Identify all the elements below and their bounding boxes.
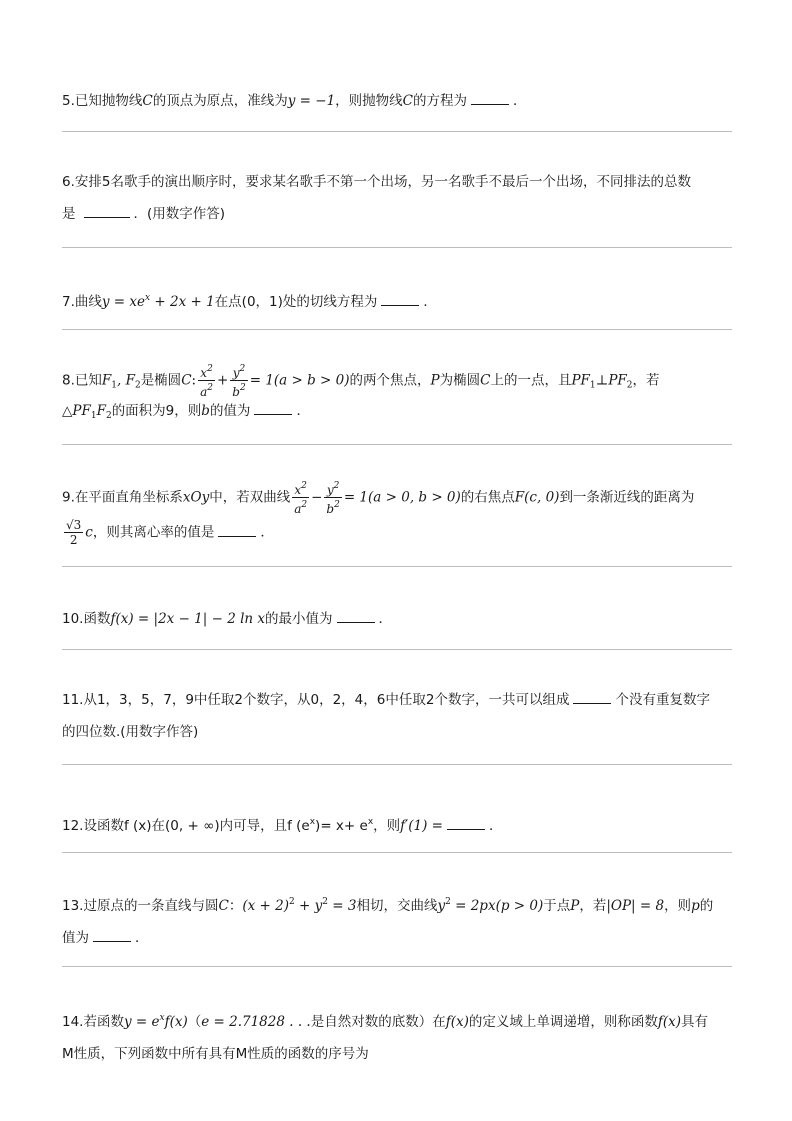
question-6: 6.安排5名歌手的演出顺序时，要求某名歌手不第一个出场，另一名歌手不最后一个出场，不同排法的总数 是 ．(用数字作答): [62, 174, 691, 222]
answer-blank[interactable]: [254, 401, 292, 415]
divider: [62, 852, 732, 853]
question-8: 8.已知$F_1$, $F_2$是椭圆C: $\frac{x^2}{a^2}$ + $\frac{y^2}{b^2}$ = 1(a > b > 0)的两个焦点，P为椭圆C上的一点，且$PF_1\perp PF_2$，若 $\triangle PF_1F_2$的面积为9，则b的值为 ．: [62, 364, 660, 421]
answer-blank[interactable]: [447, 816, 485, 830]
question-5: 5.已知抛物线C的顶点为原点，准线为y = −1，则抛物线C的方程为 ．: [62, 93, 527, 109]
answer-blank[interactable]: [381, 292, 419, 306]
divider: [62, 444, 732, 445]
fraction: $\frac{x^2}{a^2}$: [294, 481, 308, 516]
question-13: 13.过原点的一条直线与圆C：$(x + 2)^2 + y^2 = 3$相切，交曲线$y^2 = 2px(p > 0)$于点P，若|OP| = 8，则p的 值为 ．: [62, 897, 714, 946]
answer-blank[interactable]: [84, 204, 130, 218]
divider: [62, 966, 732, 967]
question-14: 14.若函数$y = e^xf(x)(e = 2.71828$ . . .是自然对数的底数）在f(x)的定义域上单调递增，则称函数f(x)具有 M性质，下列函数中所有具有M性质的函数的序号为: [62, 1013, 709, 1062]
answer-blank[interactable]: [573, 690, 611, 704]
question-11: 11.从1，3，5，7，9中任取2个数字，从0，2，4，6中任取2个数字，一共可以组成 个没有重复数字 的四位数.(用数字作答): [62, 692, 710, 740]
answer-blank[interactable]: [337, 609, 375, 623]
fraction: $\frac{y^2}{b^2}$: [232, 364, 246, 399]
divider: [62, 649, 732, 650]
fraction: $\frac{x^2}{a^2}$: [200, 364, 213, 399]
divider: [62, 247, 732, 248]
fraction: $\frac{√3}{2}$: [66, 518, 82, 547]
question-7: 7.曲线$y = xe^x + 2x + 1$在点(0，1)处的切线方程为 ．: [62, 293, 437, 310]
divider: [62, 764, 732, 765]
fraction: $\frac{y^2}{b^2}$: [326, 481, 340, 516]
answer-blank[interactable]: [93, 928, 131, 942]
divider: [62, 131, 732, 132]
divider: [62, 566, 732, 567]
answer-blank[interactable]: [218, 523, 256, 537]
answer-blank[interactable]: [471, 91, 509, 105]
question-12: 12.设函数f (x)在(0, + ∞)内可导，且f $(e^x)= x+ e^x$，则f′(1) = ．: [62, 817, 503, 834]
divider: [62, 329, 732, 330]
question-9: 9.在平面直角坐标系xOy中，若双曲线 $\frac{x^2}{a^2}$ − $\frac{y^2}{b^2}$ = 1(a > 0, b > 0)的右焦点F(c, 0)到一条渐近线的距离为 $\frac{√3}{2}$ c，则其离心率的值是 ．: [62, 481, 695, 547]
question-10: 10.函数f(x) = |2x − 1| − 2 ln x的最小值为 ．: [62, 611, 392, 627]
